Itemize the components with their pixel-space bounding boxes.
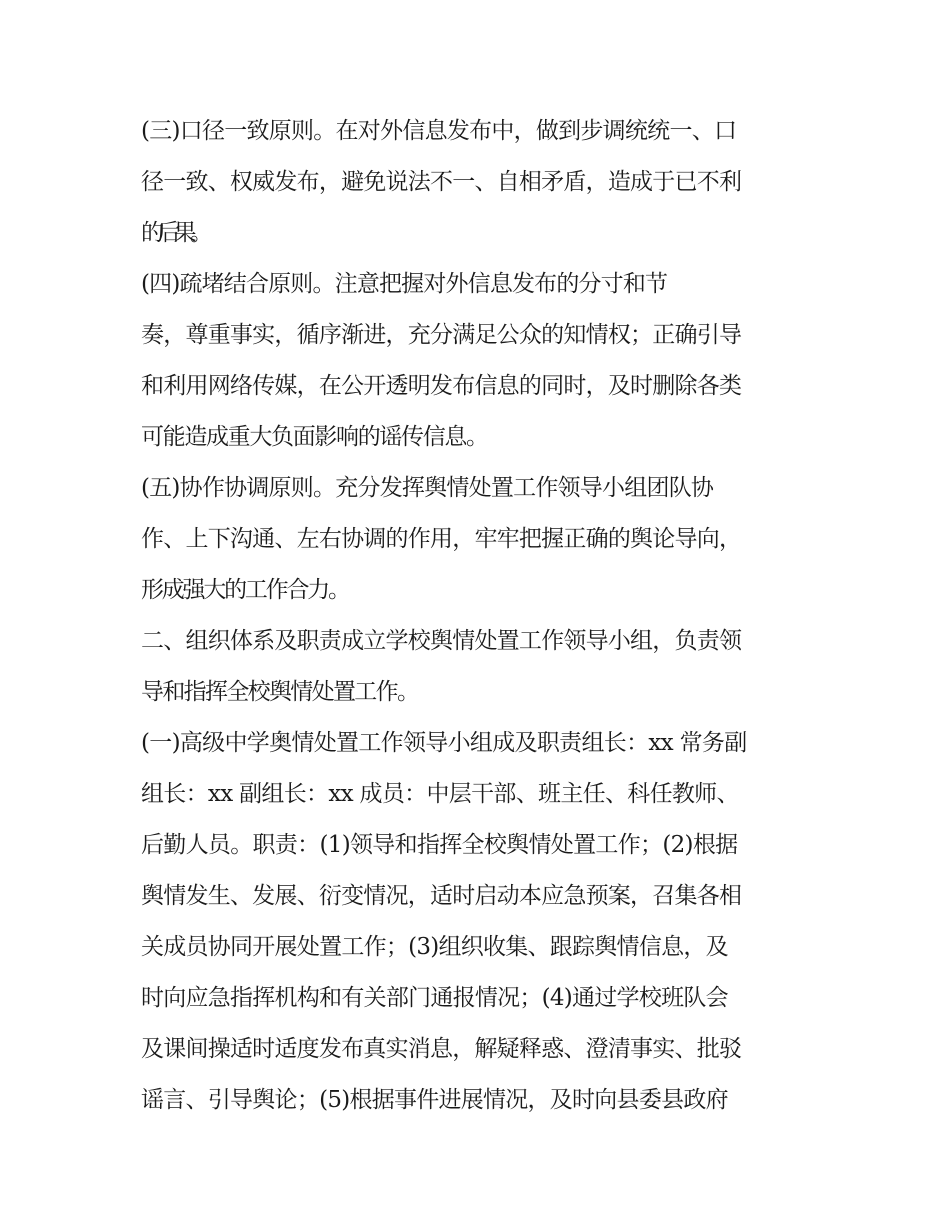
text-line: 可能造成重大负面影响的谣传信息。: [141, 424, 488, 450]
text-line: (五)协作协调原则。充分发挥舆情处置工作领导小组团队协: [141, 475, 714, 501]
text-line: 的后果。: [141, 220, 207, 246]
text-line: 作、上下沟通、左右协调的作用，牢牢把握正确的舆论导向，: [141, 526, 742, 552]
text-line: 及课间操适时适度发布真实消息，解疑释惑、澄清事实、批驳: [141, 1036, 742, 1062]
text-line: 舆情发生、发展、衍变情况，适时启动本应急预案，召集各相: [141, 883, 742, 909]
text-line: 关成员协同开展处置工作；(3)组织收集、跟踪舆情信息，及: [141, 934, 728, 960]
text-line: 二、组织体系及职责成立学校舆情处置工作领导小组，负责领: [141, 628, 742, 654]
text-line: 导和指挥全校舆情处置工作。: [141, 679, 419, 705]
text-line: 径一致、权威发布，避免说法不一、自相矛盾，造成于已不利: [141, 169, 742, 195]
text-line: 和利用网络传媒，在公开透明发布信息的同时，及时删除各类: [141, 373, 742, 399]
text-line: (三)口径一致原则。在对外信息发布中，做到步调统统一、口: [141, 118, 737, 144]
text-line: 形成强大的工作合力。: [141, 577, 349, 603]
text-line: (一)高级中学奥情处置工作领导小组成及职责组长：xx 常务副: [141, 730, 747, 756]
text-line: 奏，尊重事实，循序渐进，充分满足公众的知情权；正确引导: [141, 322, 742, 348]
text-line: 时向应急指挥机构和有关部门通报情况；(4)通过学校班队会: [141, 985, 728, 1011]
text-line: 谣言、引导舆论；(5)根据事件进展情况，及时向县委县政府: [141, 1087, 728, 1113]
text-line: 组长：xx 副组长：xx 成员：中层干部、班主任、科任教师、: [141, 781, 739, 807]
document-body: [141, 106, 831, 1126]
text-line: 后勤人员。职责：(1)领导和指挥全校舆情处置工作；(2)根据: [141, 832, 738, 858]
text-line: (四)疏堵结合原则。注意把握对外信息发布的分寸和节: [141, 271, 668, 297]
